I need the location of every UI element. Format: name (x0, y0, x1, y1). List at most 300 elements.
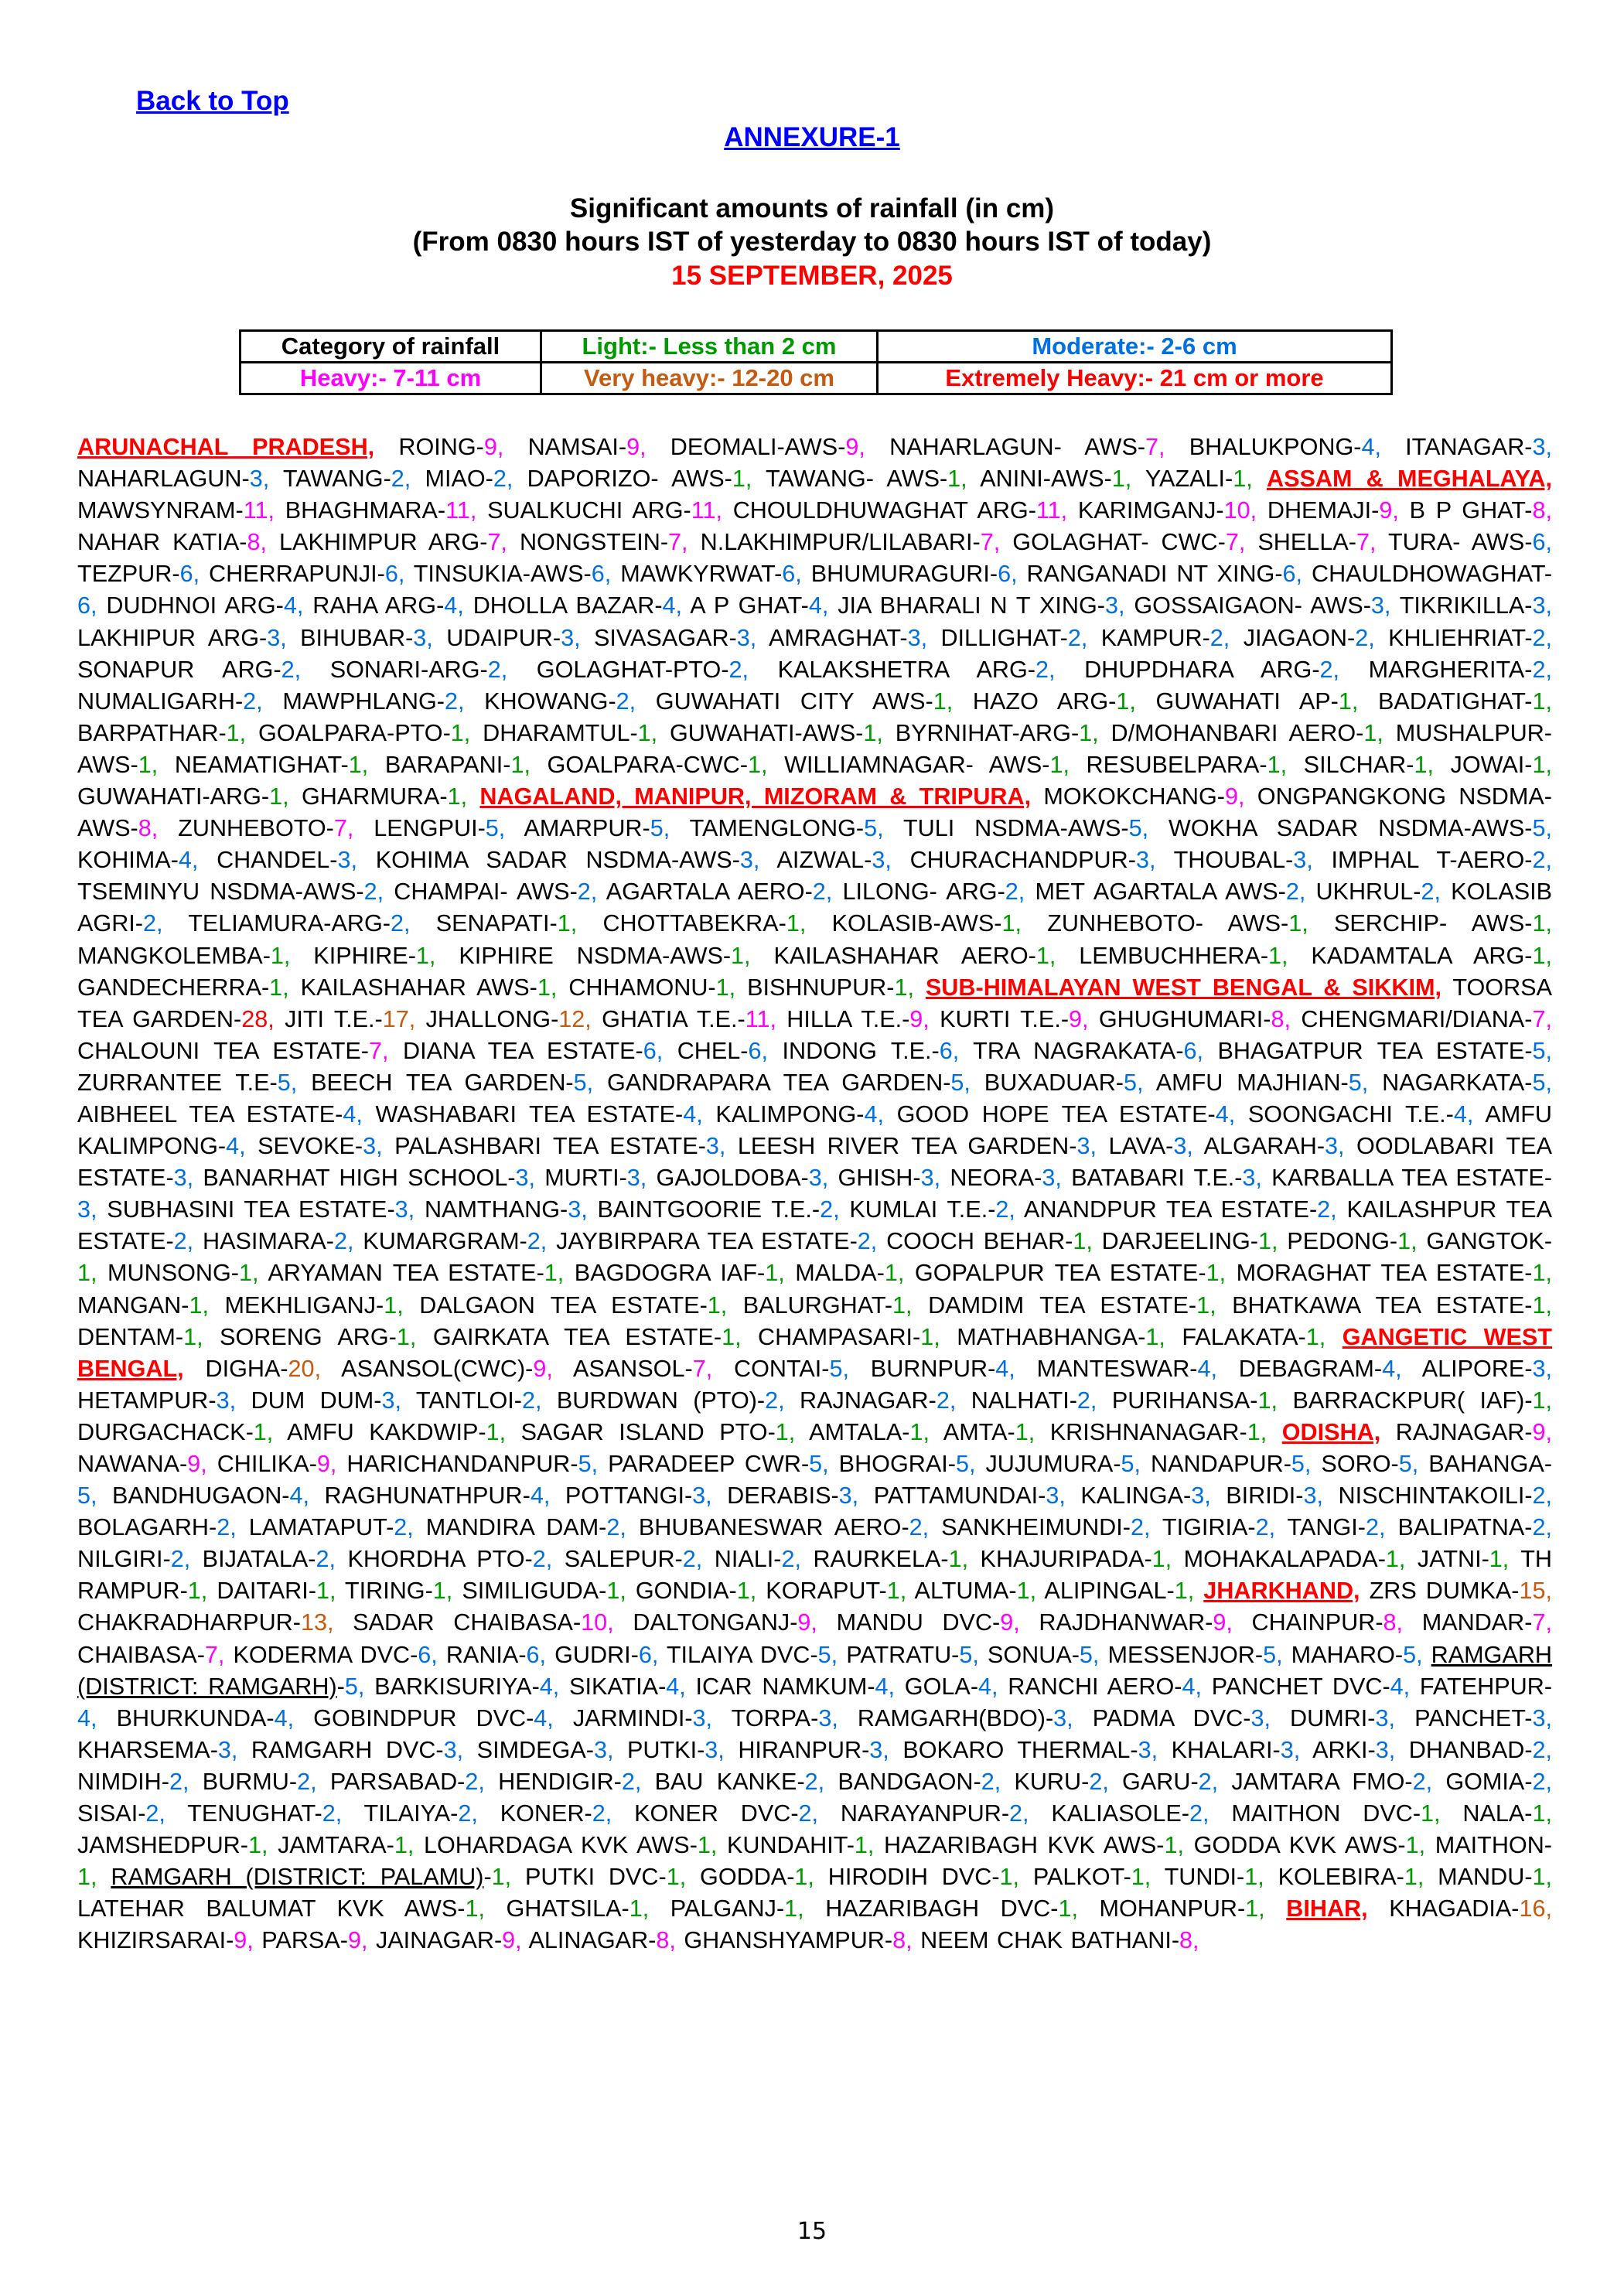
rainfall-value-moderate: 4, (1215, 1100, 1236, 1128)
station-name: MUSHALPUR-AWS- (77, 719, 1552, 778)
rainfall-value-moderate: 4, (444, 592, 464, 619)
rainfall-value-moderate: 2, (1005, 878, 1025, 906)
station-name: MESSENJOR- (1099, 1641, 1264, 1668)
station-name: TUNDI- (1151, 1864, 1245, 1891)
rainfall-value-moderate: 2, (616, 687, 636, 715)
station-name: KOHIMA- (77, 847, 179, 874)
station-name: MIAO- (411, 466, 493, 493)
rainfall-value-heavy: 9, (1224, 783, 1245, 810)
station-name: GOLAGHAT-PTO- (507, 656, 729, 683)
station-name: SONUA- (978, 1641, 1080, 1668)
rainfall-value-moderate: 2, (1076, 1387, 1097, 1414)
station-name: BYRNIHAT-ARG- (882, 719, 1080, 746)
station-name: SUALKUCHI ARG- (476, 497, 691, 524)
station-name: POTTANGI- (550, 1482, 693, 1510)
rainfall-value-very-heavy: 20, (288, 1355, 322, 1382)
rainfall-value-moderate: 2, (1532, 1514, 1552, 1541)
rainfall-value-moderate: 2, (1089, 1768, 1109, 1795)
rainfall-value-moderate: 3, (1104, 592, 1125, 619)
rainfall-value-moderate: 3, (443, 1736, 464, 1763)
rainfall-value-heavy: 9, (797, 1609, 817, 1636)
rainfall-value-moderate: 5, (650, 815, 670, 842)
station-name: DIGHA- (205, 1355, 288, 1382)
rainfall-value-light: 1, (1414, 751, 1434, 778)
station-name: PUTKI DVC- (511, 1864, 667, 1891)
rainfall-value-light: 1, (999, 1864, 1020, 1891)
station-name: DARJEELING- (1092, 1228, 1258, 1255)
rainfall-value-moderate: 2, (1317, 1196, 1337, 1223)
station-name: SILCHAR- (1287, 751, 1414, 778)
rainfall-value-moderate: 2, (1421, 878, 1441, 906)
station-name: HAZARIBAGH DVC- (803, 1895, 1059, 1922)
station-name: CHHAMONU- (557, 974, 716, 1001)
station-name: HAZO ARG- (953, 687, 1117, 715)
rainfall-value-moderate: 5, (344, 1673, 365, 1700)
rainfall-value-light: 1, (1244, 1864, 1264, 1891)
station-name: GOALPARA-CWC- (530, 751, 749, 778)
station-name: PALGANJ- (649, 1895, 785, 1922)
legend-light: Light:- Less than 2 cm (541, 331, 878, 363)
rainfall-value-moderate: 2, (390, 910, 411, 937)
rainfall-value-moderate: 2, (1532, 624, 1553, 651)
rainfall-value-moderate: 2, (1198, 1768, 1219, 1795)
rainfall-value-moderate: 2, (142, 910, 163, 937)
rainfall-value-moderate: 3, (739, 847, 760, 874)
rainfall-value-moderate: 2, (173, 1228, 194, 1255)
station-name: AMRAGHAT- (756, 624, 908, 651)
station-name: SORO- (1311, 1451, 1399, 1477)
station-name: DHOLLA BAZAR- (463, 592, 663, 619)
rainfall-value-light: 1, (748, 751, 768, 778)
rainfall-category-legend (239, 329, 1393, 395)
rainfall-value-heavy: 7, (368, 1037, 389, 1064)
rainfall-value-light: 1, (786, 910, 807, 937)
station-name: RAURKELA- (800, 1546, 949, 1573)
rainfall-value-light: 1, (510, 751, 531, 778)
station-name: ZUNHEBOTO- AWS- (1022, 910, 1289, 937)
station-name: JIAGAON- (1230, 624, 1356, 651)
report-date: 15 SEPTEMBER, 2025 (671, 261, 953, 291)
rainfall-value-moderate: 4, (683, 1100, 703, 1128)
rainfall-value-extremely-heavy: 28, (241, 1005, 275, 1032)
station-name: GOLAGHAT- CWC- (1000, 529, 1226, 556)
rainfall-value-heavy: 11, (1035, 497, 1068, 524)
station-name: PEDONG- (1278, 1228, 1398, 1255)
annexure-link[interactable]: ANNEXURE-1 (724, 122, 900, 152)
rainfall-value-moderate: 2, (521, 1387, 542, 1414)
rainfall-value-heavy: 9, (483, 434, 504, 460)
rainfall-value-light: 1, (1196, 1291, 1216, 1319)
state-heading: SUB-HIMALAYAN WEST BENGAL & SIKKIM, (925, 974, 1441, 1001)
rainfall-value-light: 1, (384, 1291, 404, 1319)
station-name: HETAMPUR- (77, 1387, 217, 1414)
rainfall-value-heavy: 9, (1000, 1609, 1020, 1636)
rainfall-value-moderate: 6, (418, 1641, 438, 1668)
rainfall-value-moderate: 2, (1532, 656, 1553, 683)
rainfall-value-moderate: 4, (808, 592, 829, 619)
station-name: ZRS DUMKA- (1369, 1578, 1520, 1605)
rainfall-value-moderate: 6, (1183, 1037, 1204, 1064)
station-name: KUNDAHIT- (717, 1832, 855, 1859)
rainfall-value-moderate: 3, (267, 624, 287, 651)
station-name: KHALARI- (1158, 1736, 1281, 1763)
station-name: DHUPDHARA ARG- (1055, 656, 1320, 683)
station-name: GOLA- (895, 1673, 979, 1700)
station-name: LAKHIPUR ARG- (77, 624, 268, 651)
station-name: BIRIDI- (1210, 1482, 1304, 1510)
rainfall-value-light: 1, (1385, 1546, 1406, 1573)
station-name: GHUGHUMARI- (1088, 1005, 1271, 1032)
station-name: GOOD HOPE TEA ESTATE- (883, 1100, 1216, 1128)
annexure-heading (0, 122, 1624, 153)
station-name: PALKOT- (1019, 1864, 1131, 1891)
rainfall-value-moderate: 2, (1285, 878, 1306, 906)
station-name: CHAULDHOWAGHAT- (1302, 561, 1553, 588)
rainfall-value-light: 1, (948, 1546, 969, 1573)
rainfall-value-heavy: 9, (316, 1451, 337, 1477)
state-heading: ODISHA, (1281, 1418, 1381, 1445)
station-name: CHILIKA- (206, 1451, 317, 1477)
rainfall-value-light: 1, (784, 1895, 804, 1922)
rainfall-value-moderate: 3, (1375, 1704, 1395, 1731)
rainfall-value-light: 1, (863, 719, 883, 746)
station-name: DALTONGANJ- (613, 1609, 798, 1636)
rainfall-value-heavy: 9, (909, 1005, 930, 1032)
station-name: SEVOKE- (245, 1133, 363, 1160)
rainfall-value-moderate: 2, (1130, 1514, 1151, 1541)
station-name: D/MOHANBARI AERO- (1098, 719, 1364, 746)
station-name: RANGANADI NT XING- (1017, 561, 1283, 588)
station-name: BAHANGA- (1418, 1451, 1553, 1477)
station-name: CHENGMARI/DIANA- (1291, 1005, 1533, 1032)
rainfall-value-moderate: 2, (391, 466, 411, 493)
rainfall-value-moderate: 5, (1348, 1069, 1369, 1096)
station-name: COOCH BEHAR- (877, 1228, 1073, 1255)
station-name: KHAGADIA- (1389, 1895, 1520, 1922)
rainfall-value-moderate: 3, (869, 1736, 889, 1763)
rainfall-value-light: 1, (1532, 687, 1552, 715)
station-name: GUWAHATI AP- (1135, 687, 1339, 715)
station-name: A P GHAT- (682, 592, 809, 619)
station-name: JATNI- (1405, 1546, 1489, 1573)
station-name: BOLAGARH- (77, 1514, 217, 1541)
station-name: DUMRI- (1270, 1704, 1376, 1731)
rainfall-value-moderate: 5, (1079, 1641, 1100, 1668)
station-name: PANCHET- (1395, 1704, 1533, 1731)
rainfall-value-moderate: 4, (864, 1100, 884, 1128)
station-name: AMFU MAJHIAN- (1143, 1069, 1349, 1096)
station-name: KOHIMA SADAR NSDMA-AWS- (357, 847, 740, 874)
rainfall-value-moderate: 3, (705, 1133, 726, 1160)
rainfall-value-moderate: 3, (1191, 1482, 1211, 1510)
station-name: ASANSOL- (552, 1355, 693, 1382)
station-name: GOPALPUR TEA ESTATE- (904, 1260, 1206, 1287)
rainfall-value-light: 1, (731, 942, 751, 969)
rainfall-value-moderate: 2, (243, 687, 263, 715)
rainfall-value-light: 1, (629, 1895, 650, 1922)
rainfall-value-moderate: 2, (1319, 656, 1340, 683)
rainfall-value-heavy: 8, (656, 1927, 676, 1954)
rainfall-value-light: 1, (854, 1832, 875, 1859)
rainfall-value-moderate: 5, (817, 1641, 838, 1668)
rainfall-value-heavy: 7, (980, 529, 1001, 556)
rainfall-value-light: 1, (1245, 1895, 1265, 1922)
station-name: AMFU KALIMPONG- (77, 1100, 1553, 1160)
station-name: RAJNAGAR- (1395, 1418, 1533, 1445)
rainfall-value-moderate: 3, (561, 624, 581, 651)
rainfall-value-moderate: 6, (526, 1641, 547, 1668)
station-name: PARSA- (253, 1927, 348, 1954)
station-name: GONDIA- (626, 1578, 737, 1605)
station-name: KALAKSHETRA ARG- (749, 656, 1035, 683)
rainfall-value-light: 1, (1257, 1387, 1278, 1414)
rainfall-value-moderate: 4, (274, 1704, 295, 1731)
station-name: GOALPARA-PTO- (246, 719, 451, 746)
station-name: BADATIGHAT- (1358, 687, 1533, 715)
rainfall-value-heavy: 8, (1179, 1927, 1199, 1954)
station-name: NAWANA- (77, 1451, 188, 1477)
station-name: KHAJURIPADA- (968, 1546, 1152, 1573)
rainfall-value-light: 1, (606, 1578, 626, 1605)
station-name: KIPHIRE NSDMA-AWS- (435, 942, 732, 969)
station-name: RAHA ARG- (303, 592, 445, 619)
rainfall-value-moderate: 5, (1532, 1069, 1553, 1096)
rainfall-value-moderate: 4, (178, 847, 199, 874)
station-name: AMTA- (929, 1418, 1015, 1445)
station-name: INDONG T.E.- (768, 1037, 940, 1064)
rainfall-value-light: 1, (1397, 1228, 1418, 1255)
station-name: THOUBAL- (1155, 847, 1294, 874)
station-name: KHLIEHRIAT- (1374, 624, 1533, 651)
rainfall-value-moderate: 3, (736, 624, 757, 651)
rainfall-value-moderate: 2, (682, 1546, 703, 1573)
rainfall-value-moderate: 3, (838, 1482, 859, 1510)
rainfall-value-heavy: 7, (692, 1355, 713, 1382)
rainfall-value-moderate: 5, (1291, 1451, 1312, 1477)
station-name: NARAYANPUR- (818, 1800, 1010, 1827)
rainfall-value-very-heavy: 13, (300, 1609, 334, 1636)
station-name: CHOULDHUWAGHAT ARG- (722, 497, 1036, 524)
station-name: NEEM CHAK BATHANI- (912, 1927, 1180, 1954)
station-name: DENTAM- (77, 1323, 184, 1350)
rainfall-value-moderate: 3, (381, 1387, 401, 1414)
station-name: RAGHUNATHPUR- (309, 1482, 531, 1510)
station-name: MARGHERITA- (1339, 656, 1533, 683)
station-name: NAHAR KATIA- (77, 529, 247, 556)
rainfall-value-moderate: 3, (1303, 1482, 1324, 1510)
rainfall-value-moderate: 2, (1355, 624, 1375, 651)
rainfall-value-moderate: 6, (1532, 529, 1553, 556)
rainfall-value-light: 1, (316, 1578, 336, 1605)
station-name: TAMENGLONG- (670, 815, 865, 842)
station-name: LAVA- (1096, 1133, 1174, 1160)
rainfall-value-light: 1, (1532, 1291, 1553, 1319)
station-name: KADAMTALA ARG- (1288, 942, 1533, 969)
rainfall-value-light: 1, (1001, 910, 1022, 937)
station-name: TINSUKIA-AWS- (404, 561, 592, 588)
rainfall-value-light: 1, (886, 1578, 907, 1605)
rainfall-value-moderate: 2, (1009, 1800, 1029, 1827)
station-name: RANIA- (437, 1641, 527, 1668)
rainfall-value-heavy: 7, (487, 529, 507, 556)
station-name: JAYBIRPARA TEA ESTATE- (547, 1228, 858, 1255)
rainfall-value-moderate: 2, (1189, 1800, 1209, 1827)
station-name: KRISHNANAGAR- (1035, 1418, 1247, 1445)
rainfall-value-light: 1, (1532, 1260, 1553, 1287)
rainfall-value-heavy: 9, (234, 1927, 254, 1954)
rainfall-value-moderate: 3, (1532, 592, 1552, 619)
rainfall-value-light: 1, (1035, 942, 1056, 969)
rainfall-value-moderate: 3, (1046, 1482, 1066, 1510)
station-name: TOORSA TEA GARDEN- (77, 974, 1552, 1032)
station-name: KHIZIRSARAI- (77, 1927, 234, 1954)
station-name: GUWAHATI-AWS- (657, 719, 864, 746)
station-name: MAWPHLANG- (262, 687, 445, 715)
rainfall-value-moderate: 3, (818, 1704, 838, 1731)
rainfall-value-heavy: 9, (1213, 1609, 1233, 1636)
station-name: NIMDIH- (77, 1768, 169, 1795)
station-name: MAITHON- (1425, 1832, 1552, 1859)
station-name: BARRACKPUR( IAF)- (1278, 1387, 1533, 1414)
station-name: ALIPORE- (1401, 1355, 1533, 1382)
station-name: BHAGATPUR TEA ESTATE- (1203, 1037, 1533, 1064)
rainfall-value-moderate: 2, (798, 1800, 819, 1827)
station-name: MEKHLIGANJ- (209, 1291, 384, 1319)
rainfall-value-light: 1, (947, 466, 967, 493)
station-name: NAGARKATA- (1368, 1069, 1533, 1096)
report-title: Significant amounts of rainfall (in cm) (569, 193, 1055, 223)
station-name: LOHARDAGA KVK AWS- (414, 1832, 698, 1859)
rainfall-value-moderate: 2, (812, 878, 833, 906)
station-name: BIHUBAR- (286, 624, 414, 651)
rainfall-value-light: 1, (77, 1864, 97, 1891)
station-name: DALGAON TEA ESTATE- (403, 1291, 708, 1319)
rainfall-value-heavy: 9, (845, 434, 865, 460)
station-name: ROING- (398, 434, 484, 460)
station-name: WOKHA SADAR NSDMA-AWS- (1148, 815, 1533, 842)
station-name: BURMU- (189, 1768, 298, 1795)
station-name: KALINGA- (1065, 1482, 1192, 1510)
station-name: BAINTGOORIE T.E.- (587, 1196, 821, 1223)
back-to-top-link[interactable]: Back to Top (136, 86, 289, 116)
rainfall-value-light: 1, (1164, 1832, 1184, 1859)
station-name: SHELLA- (1245, 529, 1356, 556)
station-name: GHISH- (828, 1165, 921, 1192)
rainfall-value-moderate: 5, (1532, 815, 1553, 842)
rainfall-value-moderate: 2, (1532, 1482, 1553, 1510)
station-name: DHEMAJI- (1257, 497, 1380, 524)
station-name: NANDAPUR- (1141, 1451, 1291, 1477)
rainfall-value-moderate: 6, (638, 1641, 659, 1668)
station-name: NAMTHANG- (415, 1196, 568, 1223)
station-name: SIVASAGAR- (580, 624, 737, 651)
station-name: KODERMA DVC- (224, 1641, 418, 1668)
rainfall-value-light: 1, (732, 466, 752, 493)
station-name: MORAGHAT TEA ESTATE- (1226, 1260, 1533, 1287)
station-name: AIBHEEL TEA ESTATE- (77, 1100, 343, 1128)
station-name: MANDU- (1424, 1864, 1533, 1891)
station-name: RAJNAGAR- (784, 1387, 937, 1414)
rainfall-value-moderate: 2, (493, 466, 513, 493)
rainfall-value-moderate: 3, (1370, 592, 1391, 619)
station-name: BARKISURIYA- (364, 1673, 540, 1700)
station-name: ALINAGAR- (521, 1927, 657, 1954)
rainfall-value-moderate: 3, (920, 1165, 941, 1192)
rainfall-value-moderate: 3, (217, 1736, 238, 1763)
rainfall-value-heavy: 9, (347, 1927, 368, 1954)
station-name: BANDHUGAON- (97, 1482, 290, 1510)
rainfall-value-moderate: 6, (748, 1037, 769, 1064)
rainfall-value-moderate: 2, (1255, 1514, 1276, 1541)
station-name: DAITARI- (207, 1578, 316, 1605)
station-name: TAWANG- (269, 466, 391, 493)
station-name: TAWANG- AWS- (752, 466, 948, 493)
station-name (1368, 1895, 1390, 1922)
station-name: TIKRIKILLA- (1390, 592, 1533, 619)
station-name (1253, 466, 1267, 492)
station-name: SIKATIA- (559, 1673, 667, 1700)
station-name: BHALUKPONG- (1165, 434, 1362, 460)
rainfall-value-very-heavy: 17, (382, 1005, 416, 1032)
station-name: KONER DVC- (612, 1800, 799, 1827)
station-name (1267, 1419, 1282, 1445)
rainfall-value-moderate: 3, (1053, 1704, 1073, 1731)
rainfall-value-moderate: 3, (77, 1196, 97, 1223)
station-name: CHAKRADHARPUR- (77, 1609, 301, 1636)
rainfall-value-moderate: 3, (1138, 1736, 1158, 1763)
rainfall-value-moderate: 4, (530, 1482, 551, 1510)
station-name: PADMA DVC- (1073, 1704, 1251, 1731)
rainfall-value-light: 1, (884, 1260, 905, 1287)
station-name: SIMILIGUDA- (452, 1578, 607, 1605)
station-name: LEMBUCHHERA- (1056, 942, 1269, 969)
station-name: SERCHIP- AWS- (1308, 910, 1533, 937)
rainfall-value-moderate: 2, (621, 1768, 642, 1795)
station-name: SIMDEGA- (463, 1736, 594, 1763)
station-name: BARPATHAR- (77, 719, 227, 746)
rainfall-value-moderate: 2, (606, 1514, 626, 1541)
station-name: AMFU KAKDWIP- (273, 1418, 486, 1445)
station-name: DAMDIM TEA ESTATE- (912, 1291, 1197, 1319)
rainfall-value-moderate: 2, (592, 1800, 612, 1827)
station-name-underlined: RAMGARH (DISTRICT: PALAMU) (111, 1864, 484, 1891)
rainfall-value-moderate: 6, (782, 561, 802, 588)
rainfall-value-heavy: 7, (1225, 529, 1246, 556)
rainfall-value-moderate: 2, (995, 1196, 1015, 1223)
station-name: CHAMPAI- AWS- (384, 878, 578, 906)
rainfall-value-heavy: 9, (1532, 1418, 1553, 1445)
station-name: TURA- AWS- (1376, 529, 1533, 556)
rainfall-value-light: 1, (77, 1260, 97, 1287)
rainfall-value-heavy: 7, (333, 815, 354, 842)
legend-row (241, 363, 1392, 394)
station-name: PURIHANSA- (1097, 1387, 1258, 1414)
station-name: AIZWAL- (759, 847, 872, 874)
station-name: GHATSILA- (484, 1895, 629, 1922)
station-name: KURU- (1001, 1768, 1090, 1795)
rainfall-value-moderate: 3, (337, 847, 357, 874)
station-name: PUTKI- (613, 1736, 705, 1763)
station-name: - (483, 1864, 492, 1891)
rainfall-value-light: 1, (1233, 466, 1253, 493)
station-name: GHATIA T.E.- (591, 1005, 745, 1032)
rainfall-value-light: 1, (1131, 1864, 1151, 1891)
rainfall-value-light: 1, (1257, 1228, 1278, 1255)
station-name: ALGARAH- (1192, 1133, 1325, 1160)
rainfall-value-moderate: 2, (527, 1228, 548, 1255)
station-name: WILLIAMNAGAR- AWS- (767, 751, 1050, 778)
station-name: BALURGHAT- (727, 1291, 893, 1319)
